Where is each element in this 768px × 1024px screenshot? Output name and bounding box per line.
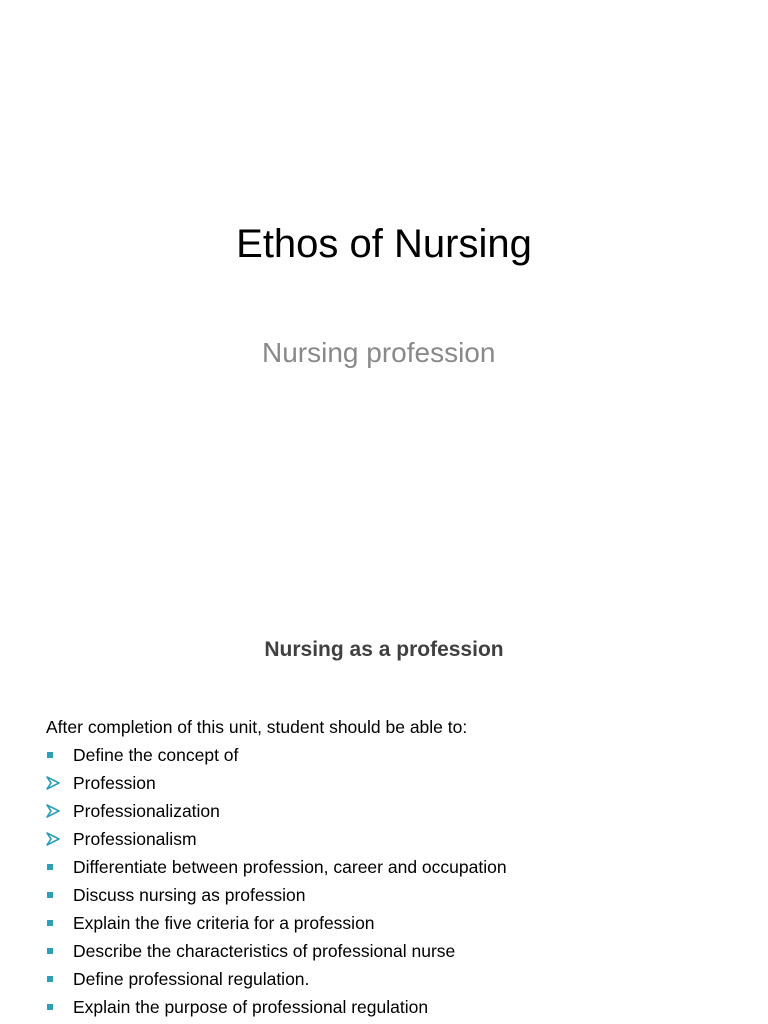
- list-item: [46, 855, 507, 883]
- arrow-bullet-icon: [46, 776, 60, 790]
- square-bullet-icon: [47, 752, 53, 758]
- slide-title: Ethos of Nursing: [236, 222, 532, 266]
- list-item-text: Define the concept of: [73, 745, 239, 765]
- list-item: [46, 743, 507, 771]
- arrow-bullet-icon: [46, 804, 60, 818]
- list-item-text: Professionalization: [73, 801, 220, 821]
- list-item: [46, 827, 507, 855]
- square-bullet-icon: [47, 920, 53, 926]
- list-item: [46, 883, 507, 911]
- square-bullet-icon: [47, 948, 53, 954]
- list-item-text: Describe the characteristics of professional nurse: [73, 941, 456, 961]
- list-item-text: Profession: [73, 773, 156, 793]
- objectives-slide: [0, 576, 768, 1024]
- section-heading: Nursing as a profession: [264, 638, 504, 661]
- list-item: [46, 911, 507, 939]
- list-item-text: Discuss nursing as profession: [73, 885, 306, 905]
- square-bullet-icon: [47, 892, 53, 898]
- slide-subtitle: Nursing profession: [262, 337, 496, 368]
- square-bullet-icon: [47, 864, 53, 870]
- list-item: [46, 799, 507, 827]
- square-bullet-icon: [47, 1004, 53, 1010]
- list-item-text: Define professional regulation.: [73, 969, 310, 989]
- objectives-intro: After completion of this unit, student should be able to:: [46, 717, 468, 737]
- list-item: [46, 967, 507, 995]
- list-item: [46, 995, 507, 1023]
- list-item-text: Explain the five criteria for a profession: [73, 913, 375, 933]
- arrow-bullet-icon: [46, 832, 60, 846]
- list-item: [46, 939, 507, 967]
- list-item-text: Explain the purpose of professional regulation: [73, 997, 429, 1017]
- square-bullet-icon: [47, 976, 53, 982]
- list-item-text: Differentiate between profession, career and occupation: [73, 857, 507, 877]
- list-item-text: Professionalism: [73, 829, 197, 849]
- list-item: [46, 771, 507, 799]
- objectives-list: [46, 743, 507, 1023]
